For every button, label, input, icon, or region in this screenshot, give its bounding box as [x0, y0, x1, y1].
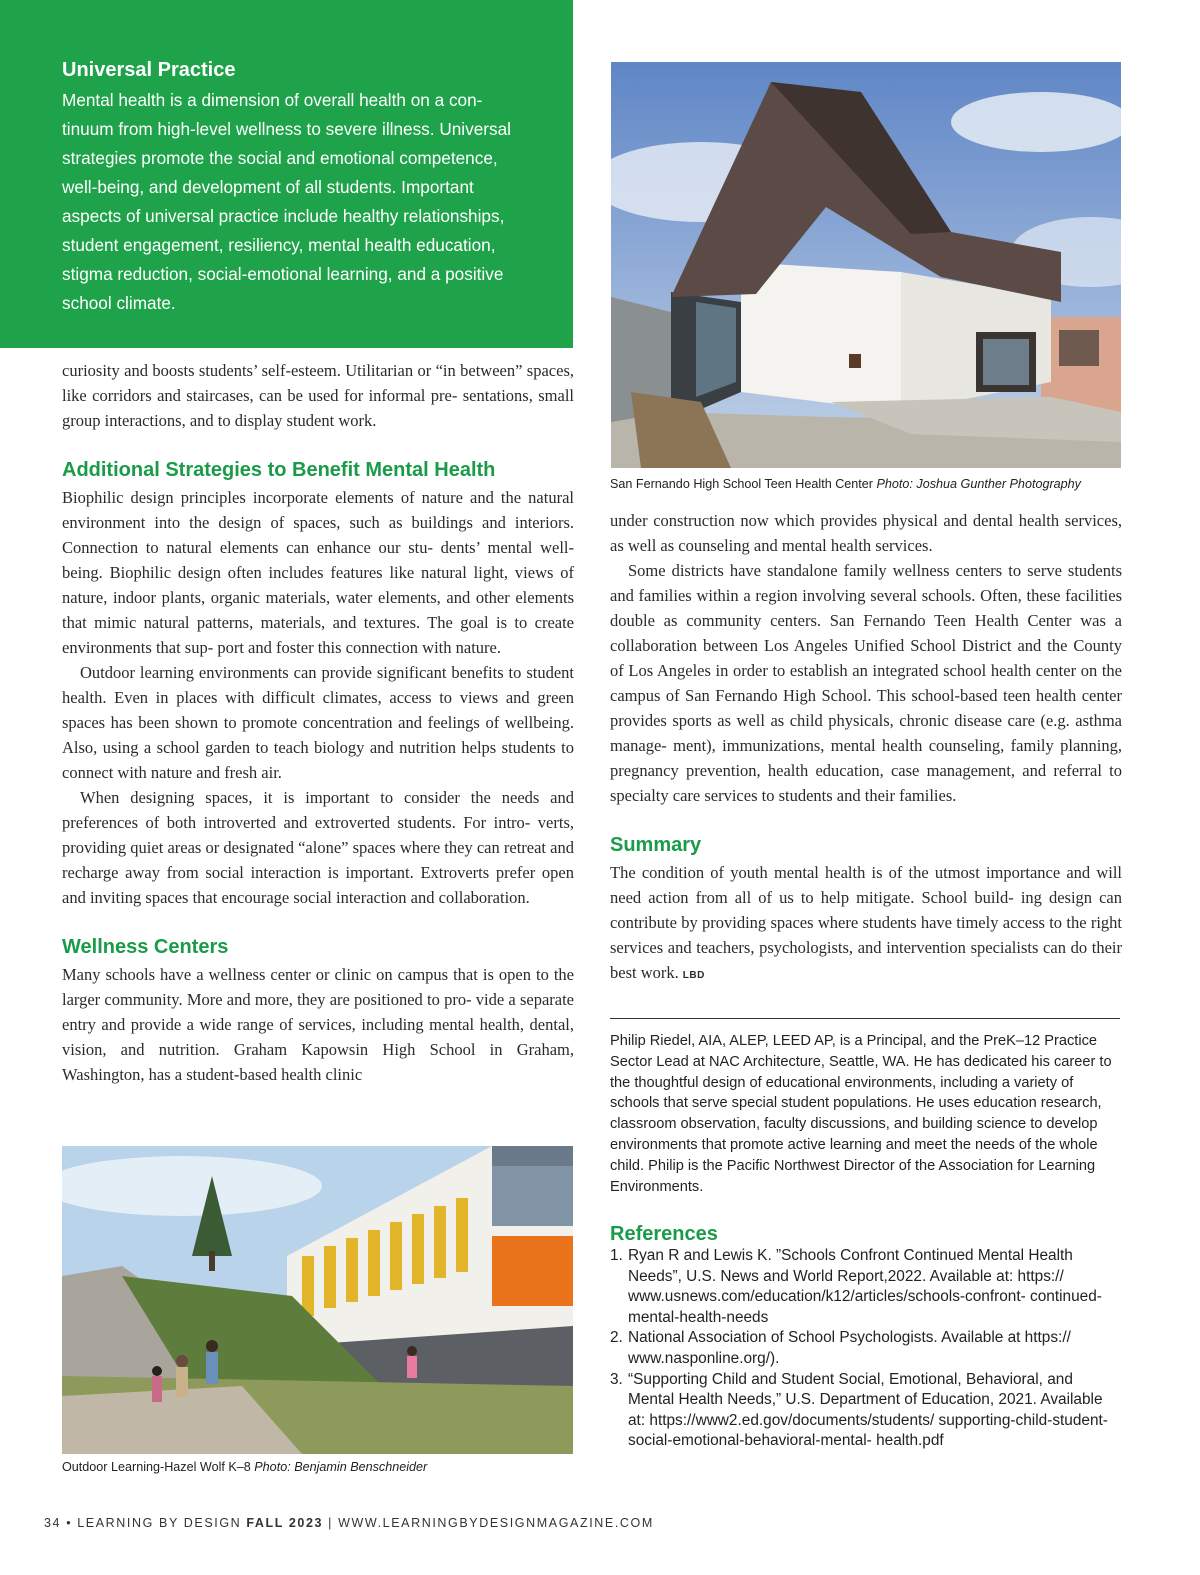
wellness-paragraph-1: Many schools have a wellness center or clinic on campus that is open to the larger community. More and more, they are positioned to pro- vide a separate entry and provide a wide range of services, including mental health, dental, vision, and nutrition. Graham Kapowsin High School in Graham, Washington, has a student-based health clinic — [62, 965, 574, 1084]
intro-paragraph: curiosity and boosts students’ self-esteem. Utilitarian or “in between” spaces, like corridors and staircases, can be used for informal pre- sentations, small group interactions, and to display student work. — [62, 361, 574, 430]
left-column — [62, 358, 574, 1087]
reference-number: 1. — [610, 1247, 623, 1264]
reference-item — [610, 1370, 1122, 1452]
strategies-paragraph-3: When designing spaces, it is important to consider the needs and preferences of both introverted and extroverted students. For intro- verts, providing quiet areas or designated “alone” spaces where they can retreat and recharge away from social interaction is important. Extroverts prefer open and inviting spaces that encourage social interaction and collaboration. — [62, 788, 574, 907]
outdoor-learning-caption-text: Outdoor Learning-Hazel Wolf K–8 — [62, 1460, 251, 1474]
teen-health-center-photo — [611, 62, 1121, 468]
magazine-name: LEARNING BY DESIGN — [77, 1516, 242, 1530]
reference-number: 2. — [610, 1329, 623, 1347]
reference-item — [610, 1246, 1122, 1328]
reference-text: Ryan R and Lewis K. ”Schools Confront Continued Mental Health Needs”, U.S. News and World Report,2022. Available at: https:// www.usnews.com/education/k12/articles/schools-confront- continued-mental-health-needs — [628, 1247, 1102, 1326]
summary-paragraph — [610, 860, 1122, 988]
reference-text: “Supporting Child and Student Social, Emotional, Behavioral, and Mental Health Needs,” U.S. Department of Education, 2021. Available at: https://www2.ed.gov/documents/students/ supporting-child-student-social-emotional-behavioral-mental- health.pdf — [628, 1370, 1108, 1450]
summary-text: The condition of youth mental health is of the utmost importance and will need action from all of us to help mitigate. School build- ing design can contribute by providing spaces where students have timely access to the right services and teachers, psychologists, and intervention specialists can do their best work. — [610, 863, 1122, 982]
footer-bullet: • — [66, 1516, 73, 1530]
teen-health-center-image — [611, 62, 1121, 468]
reference-item — [610, 1328, 1122, 1369]
wellness-heading: Wellness Centers — [62, 936, 229, 958]
page-footer — [44, 1516, 654, 1530]
summary-heading: Summary — [610, 834, 702, 856]
outdoor-learning-image — [62, 1146, 573, 1454]
continued-paragraph: under construction now which provides physical and dental health services, as well as counseling and mental health services. — [610, 511, 1122, 555]
universal-practice-box — [0, 0, 573, 348]
strategies-paragraph-2: Outdoor learning environments can provide significant benefits to student health. Even in places with difficult climates, access to views and green spaces has been shown to promote concentration and feelings of wellbeing. Also, using a school garden to teach biology and nutrition helps students to connect with nature and fresh air. — [62, 663, 574, 782]
outdoor-learning-photo-credit: Photo: Benjamin Benschneider — [254, 1460, 428, 1474]
universal-practice-title: Universal Practice — [62, 59, 236, 81]
reference-text: National Association of School Psychologists. Available at https:// www.nasponline.org/). — [628, 1329, 1071, 1367]
bio-divider — [610, 1018, 1120, 1019]
universal-practice-body: Mental health is a dimension of overall health on a con- tinuum from high-level wellness to severe illness. Universal strategies promote the social and emotional competence, well-being, and development of all students. Important aspects of universal practice include healthy relationships, student engagement, resiliency, mental health education, stigma reduction, social-emotional learning, and a positive school climate. — [62, 90, 511, 313]
teen-health-center-caption-text: San Fernando High School Teen Health Center — [610, 477, 874, 491]
strategies-paragraph-1: Biophilic design principles incorporate elements of nature and the natural environment into the design of spaces, such as buildings and interiors. Connection to natural elements can enhance our stu- dents’ mental well-being. Biophilic design often includes features like natural light, views of nature, indoor plants, organic materials, water elements, and other elements that mimic natural patterns, materials, and textures. The goal is to create environments that sup- port and foster this connection with nature. — [62, 488, 574, 657]
footer-separator: | — [328, 1516, 333, 1530]
outdoor-learning-photo — [62, 1146, 573, 1454]
wellness-centers-paragraph: Some districts have standalone family wellness centers to serve students and families within a region involving several schools. Often, these facilities double as community centers. San Fernando Teen Health Center was a collaboration between Los Angeles Unified School District and the County of Los Angeles in order to establish an integrated school health center on the campus of San Fernando High School. This school-based teen health center provides sports as well as child physicals, chronic disease care (e.g. asthma manage- ment), immunizations, mental health counseling, family planning, pregnancy prevention, health education, case management, and referral to specialty care services to students and their families. — [610, 561, 1122, 805]
outdoor-learning-caption — [62, 1459, 427, 1475]
references-heading: References — [610, 1223, 718, 1245]
author-bio: Philip Riedel, AIA, ALEP, LEED AP, is a Principal, and the PreK–12 Practice Sector Lead at NAC Architecture, Seattle, WA. He has dedicated his career to the thoughtful design of educational environments, including a variety of schools that serve special student populations. He uses education research, classroom observation, faculty discussions, and building science to develop environments that promote active learning and meet the needs of the whole child. Philip is the Pacific Northwest Director of the Association for Learning Environments. — [610, 1033, 1112, 1195]
teen-health-center-caption — [610, 476, 1081, 492]
reference-number: 3. — [610, 1370, 623, 1388]
strategies-heading: Additional Strategies to Benefit Mental Health — [62, 459, 496, 481]
page-number: 34 — [44, 1516, 62, 1530]
magazine-url: WWW.LEARNINGBYDESIGNMAGAZINE.COM — [338, 1516, 654, 1530]
references-list — [610, 1246, 1122, 1452]
lbd-end-mark: LBD — [682, 970, 705, 981]
teen-health-center-photo-credit: Photo: Joshua Gunther Photography — [876, 477, 1081, 491]
issue-label: FALL 2023 — [246, 1516, 324, 1530]
right-column — [610, 508, 1122, 988]
